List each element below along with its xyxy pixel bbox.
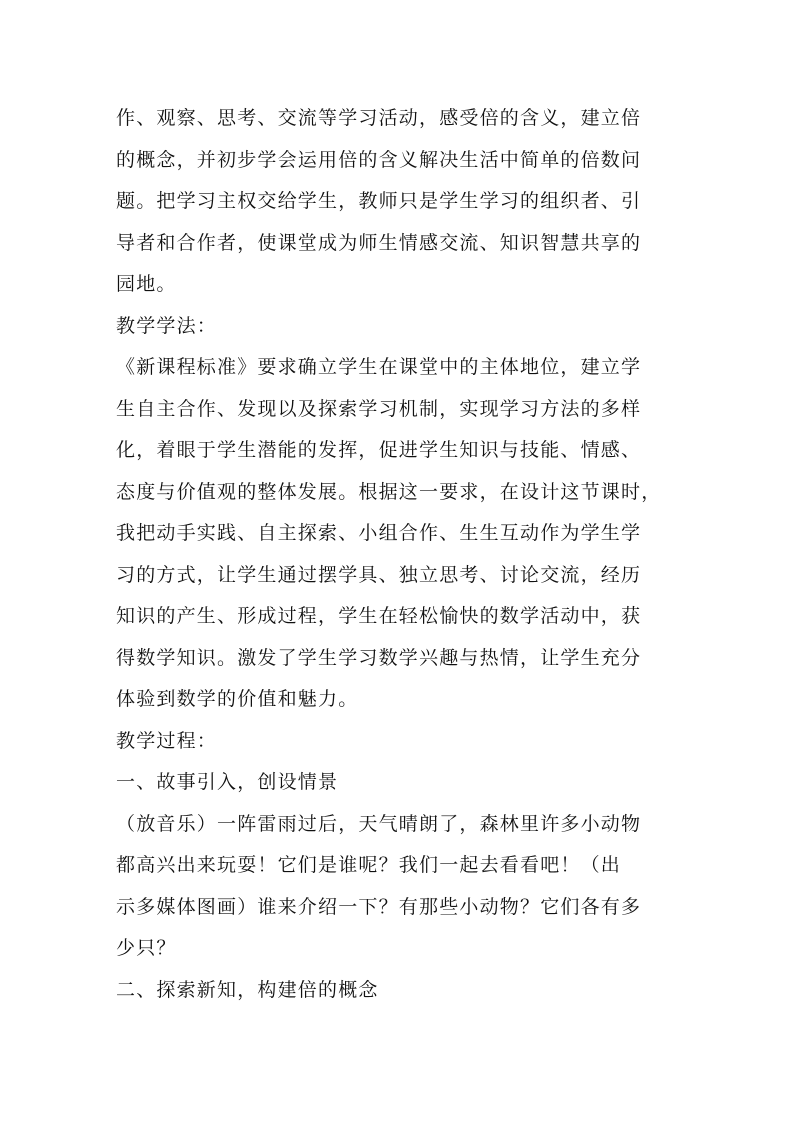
paragraph-line: 习的方式，让学生通过摆学具、独立思考、讨论交流，经历 (116, 563, 642, 586)
paragraph-line: 都高兴出来玩耍！它们是谁呢？我们一起去看看吧！（出 (116, 854, 622, 876)
paragraph-line: 我把动手实践、自主探索、小组合作、生生互动作为学生学 (116, 522, 642, 544)
paragraph-line: 少只？ (116, 937, 177, 959)
paragraph-line: （放音乐）一阵雷雨过后，天气晴朗了，森林里许多小动物 (116, 812, 642, 835)
paragraph-line: 导者和合作者，使课堂成为师生情感交流、知识智慧共享的 (116, 231, 642, 254)
paragraph-line: 作、观察、思考、交流等学习活动，感受倍的含义，建立倍 (116, 107, 642, 129)
paragraph-line: 态度与价值观的整体发展。根据这一要求，在设计这节课时， (116, 480, 662, 503)
paragraph-line: 园地。 (116, 273, 177, 295)
paragraph-line: 题。把学习主权交给学生，教师只是学生学习的组织者、引 (116, 190, 642, 212)
paragraph-line: 体验到数学的价值和魅力。 (116, 688, 359, 710)
section-heading-process: 教学过程： (116, 729, 218, 752)
document-body (116, 98, 682, 1011)
section-heading-methods: 教学学法： (116, 314, 218, 337)
paragraph-line: 示多媒体图画）谁来介绍一下？有那些小动物？它们各有多 (116, 895, 642, 918)
subsection-heading-explore: 二、探索新知，构建倍的概念 (116, 978, 379, 1001)
paragraph-line: 知识的产生、形成过程，学生在轻松愉快的数学活动中，获 (116, 605, 642, 627)
paragraph-line: 的概念，并初步学会运用倍的含义解决生活中简单的倍数问 (116, 148, 642, 171)
paragraph-line: 化，着眼于学生潜能的发挥，促进学生知识与技能、情感、 (116, 439, 642, 461)
subsection-heading-story: 一、故事引入，创设情景 (116, 771, 339, 793)
paragraph-line: 生自主合作、发现以及探索学习机制，实现学习方法的多样 (116, 397, 642, 420)
paragraph-line: 《新课程标准》要求确立学生在课堂中的主体地位，建立学 (116, 356, 642, 378)
paragraph-line: 得数学知识。激发了学生学习数学兴趣与热情，让学生充分 (116, 646, 642, 669)
